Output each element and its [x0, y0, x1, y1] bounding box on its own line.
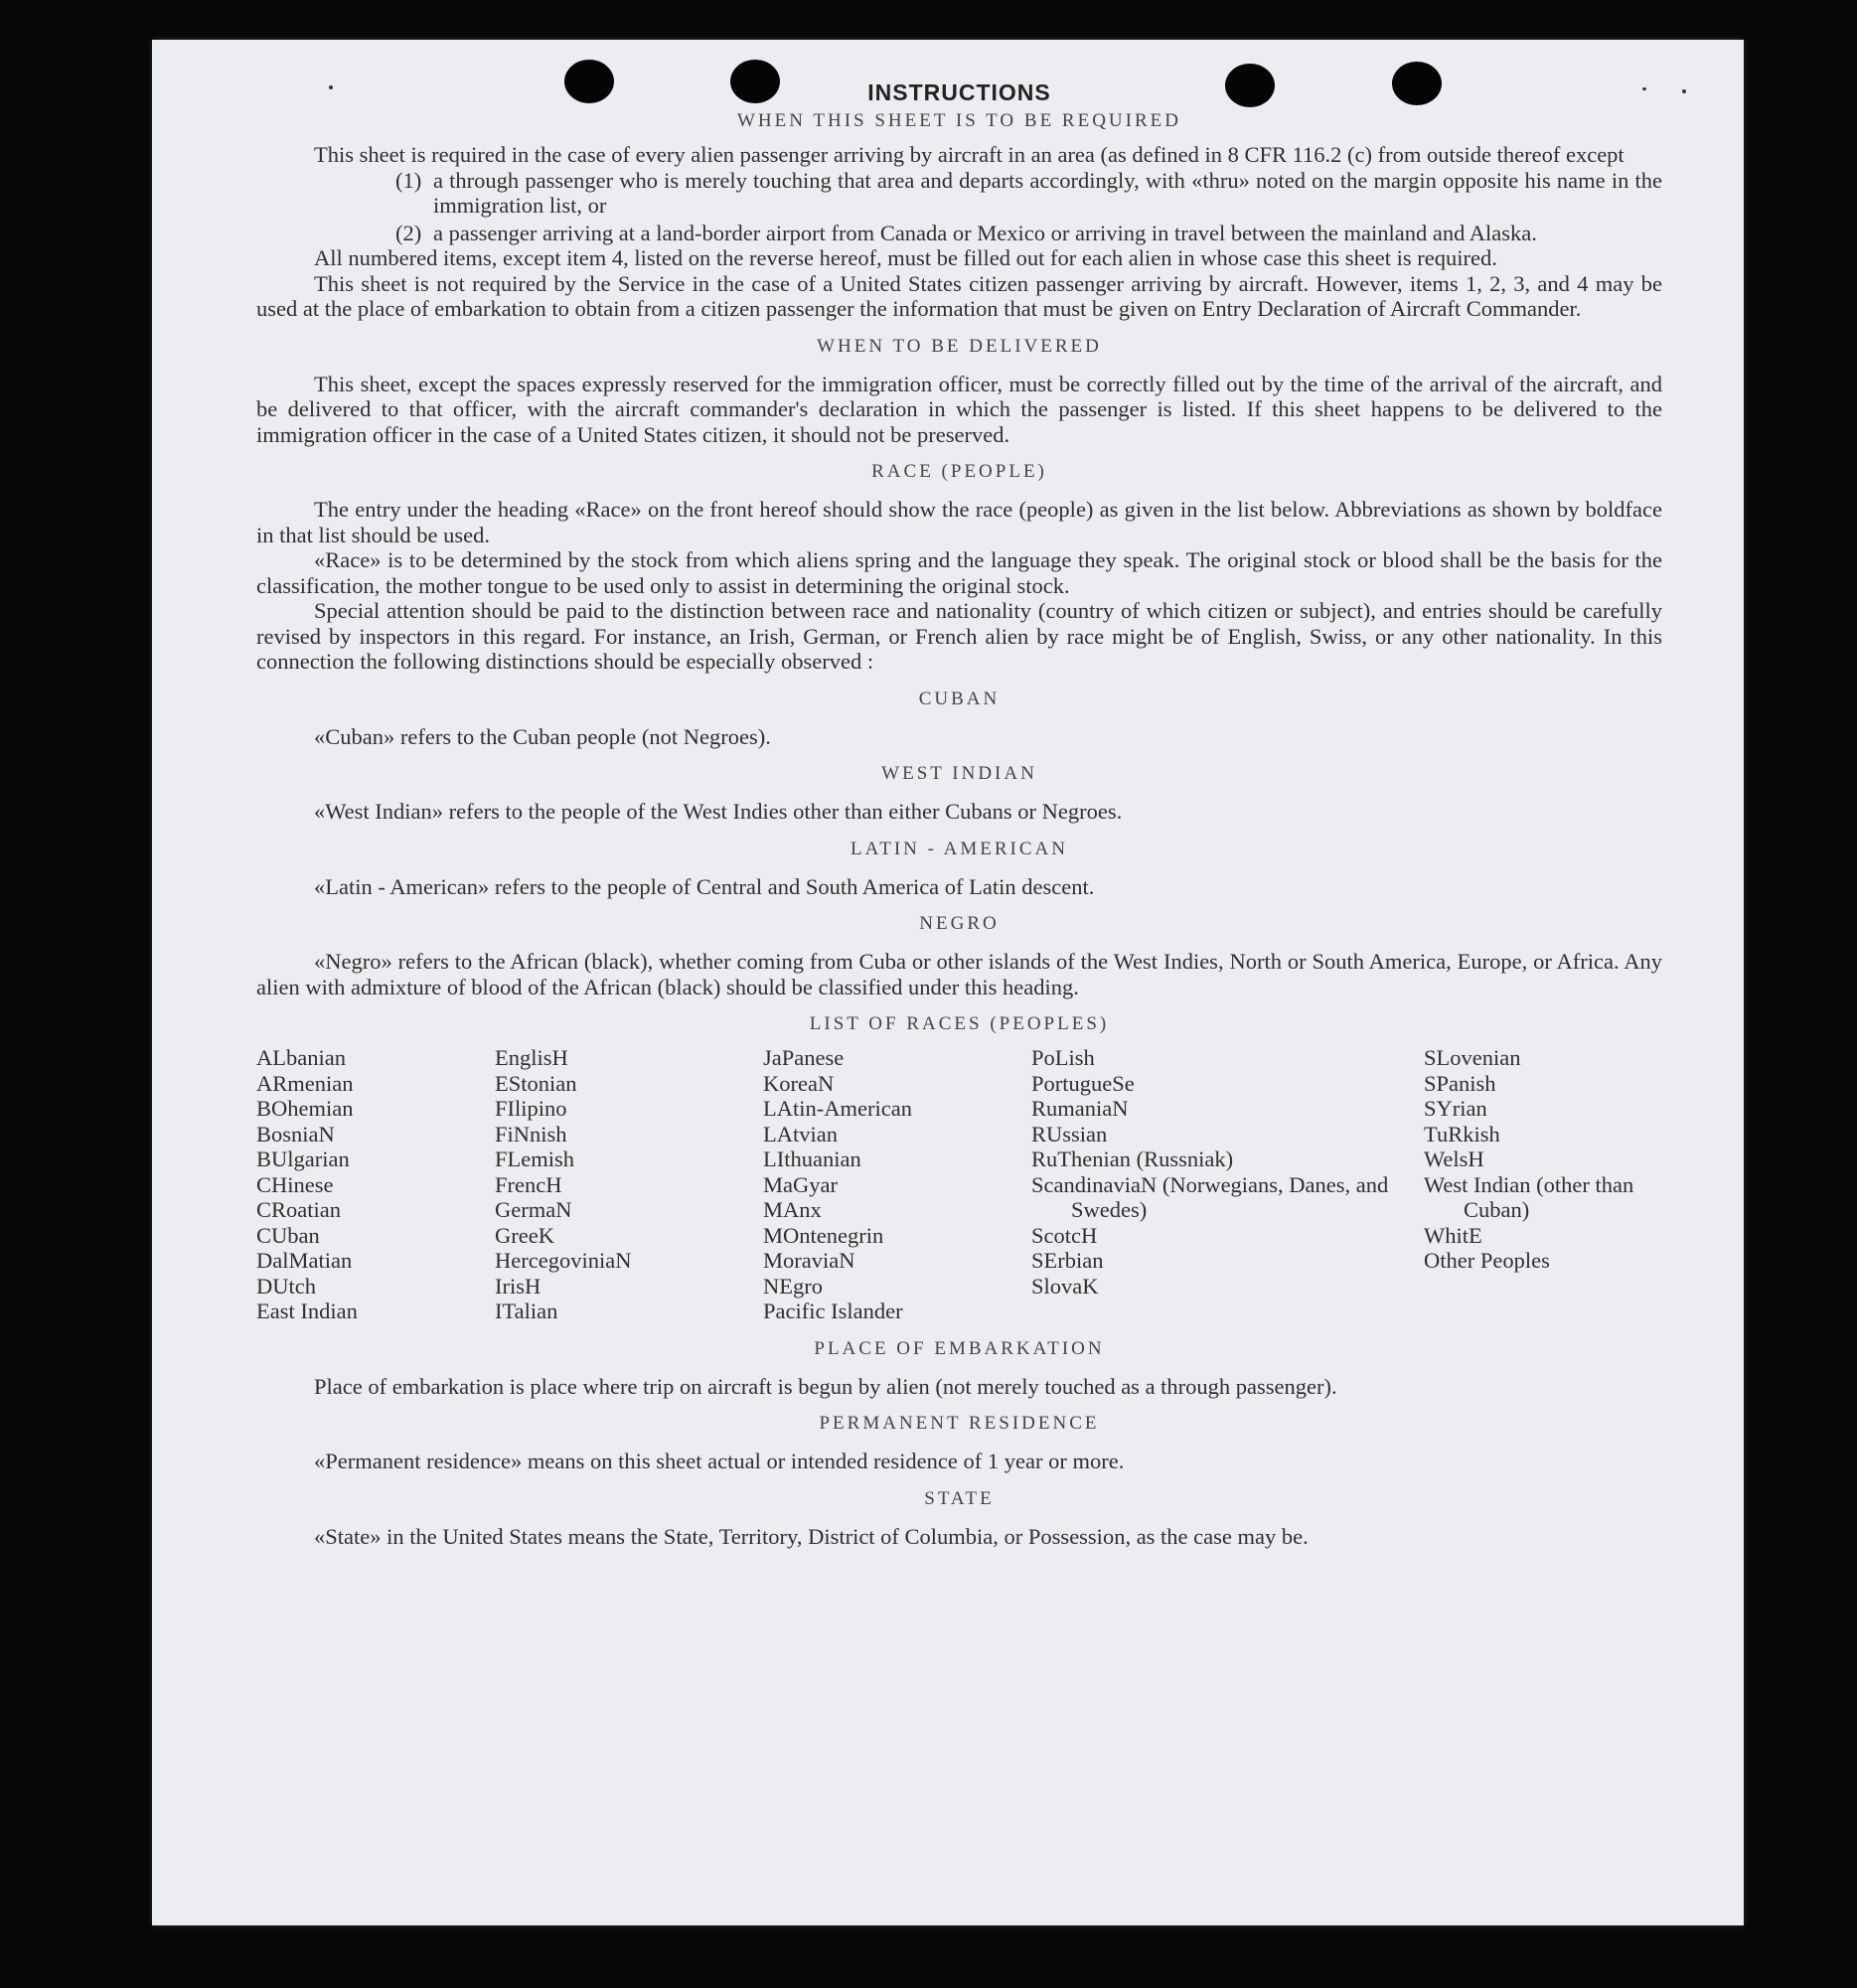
race-item: ScotcH: [1031, 1222, 1098, 1248]
heading-cuban: CUBAN: [918, 688, 1001, 709]
heading-latin-american: LATIN - AMERICAN: [851, 838, 1068, 859]
when-required-para-3: This sheet is not required by the Service in the case of a United States citizen passenger arriving by aircraft. However, items 1, 2, 3, and 4 may be used at the place of embarkation to obtain from a citizen passenger the information that must be given on Entry Declaration of Aircraft Commander.: [256, 270, 1662, 321]
race-column-5: [1424, 1045, 1662, 1324]
heading-permanent-residence: PERMANENT RESIDENCE: [819, 1413, 1100, 1434]
exception-item-2: [395, 221, 1662, 246]
heading-west-indian: WEST INDIAN: [881, 763, 1037, 784]
race-column-2: [495, 1045, 763, 1324]
when-required-para-2: All numbered items, except item 4, listed on the reverse hereof, must be filled out for each alien in whose case this sheet is required.: [314, 245, 1497, 270]
document-sheet: [152, 40, 1744, 1925]
residence-para: «Permanent residence» means on this sheet actual or intended residence of 1 year or more.: [314, 1449, 1125, 1473]
race-item: BUlgarian: [256, 1147, 350, 1171]
race-column-3: [763, 1045, 1031, 1324]
race-item: EnglisH: [495, 1045, 568, 1070]
race-list: [256, 1045, 1662, 1324]
race-para-2: «Race» is to be determined by the stock from which aliens spring and the language they speak. The original stock or blood shall be the basis for the classification, the mother tongue to be used only to assist in determining the original stock.: [256, 547, 1662, 598]
when-delivered-para: This sheet, except the spaces expressly reserved for the immigration officer, must be correctly filled out by the time of the arrival of the aircraft, and be delivered to that officer, with the aircraft commander's declaration in which the passenger is listed. If this sheet happens to be delivered to the immigration officer in the case of a United States citizen, it should not be preserved.: [256, 371, 1662, 447]
exception-item-1: [395, 168, 1662, 219]
race-item: ARmenian: [256, 1070, 354, 1096]
race-item: LAtin-American: [763, 1096, 912, 1121]
race-item: FIlipino: [495, 1096, 567, 1121]
race-item: DalMatian: [256, 1248, 353, 1273]
embarkation-para: Place of embarkation is place where trip on aircraft is begun by alien (not merely touched as a through passenger).: [314, 1373, 1337, 1399]
cuban-para: «Cuban» refers to the Cuban people (not Negroes).: [314, 723, 771, 749]
race-item: PoLish: [1031, 1045, 1095, 1070]
race-item: LIthuanian: [763, 1147, 861, 1171]
race-item: FrencH: [495, 1171, 562, 1197]
race-item: SYrian: [1424, 1096, 1487, 1121]
exception-number: (2): [395, 220, 422, 245]
speck: [1682, 89, 1686, 93]
race-item: SPanish: [1424, 1070, 1496, 1096]
race-item: KoreaN: [763, 1070, 835, 1096]
race-item: RUssian: [1031, 1121, 1108, 1147]
heading-when-required: WHEN THIS SHEET IS TO BE REQUIRED: [737, 110, 1181, 131]
latin-american-para: «Latin - American» refers to the people of Central and South America of Latin descent.: [314, 873, 1095, 899]
race-item: DUtch: [256, 1273, 316, 1299]
race-column-4: [1031, 1045, 1424, 1324]
race-item: GreeK: [495, 1222, 554, 1248]
heading-race: RACE (PEOPLE): [871, 461, 1047, 482]
heading-negro: NEGRO: [919, 913, 1000, 934]
race-item: IrisH: [495, 1273, 542, 1299]
race-item: NEgro: [763, 1273, 823, 1299]
race-item: MaGyar: [763, 1171, 838, 1197]
race-item: MAnx: [763, 1197, 822, 1222]
race-item: ITalian: [495, 1299, 558, 1323]
race-item: FLemish: [495, 1147, 575, 1171]
race-item: CRoatian: [256, 1197, 341, 1222]
race-item: GermaN: [495, 1197, 572, 1222]
exception-text: a passenger arriving at a land-border airport from Canada or Mexico or arriving in travel between the mainland and Alaska.: [433, 220, 1537, 245]
race-item: MOntenegrin: [763, 1222, 884, 1248]
race-item: SErbian: [1031, 1248, 1104, 1273]
heading-embarkation: PLACE OF EMBARKATION: [814, 1337, 1105, 1359]
race-item: JaPanese: [763, 1045, 845, 1070]
negro-para: «Negro» refers to the African (black), whether coming from Cuba or other islands of the West Indies, North or South America, Europe, or Africa. Any alien with admixture of blood of the African (black) should be classified under this heading.: [256, 949, 1662, 999]
race-item: SLovenian: [1424, 1045, 1521, 1070]
race-item: CHinese: [256, 1171, 334, 1197]
exception-number: (1): [395, 167, 422, 193]
instructions-content: [256, 79, 1662, 1549]
race-column-1: [256, 1045, 495, 1324]
page-title: INSTRUCTIONS: [867, 79, 1051, 105]
race-item: LAtvian: [763, 1121, 838, 1147]
race-item: FiNnish: [495, 1121, 567, 1147]
race-item: WhitE: [1424, 1222, 1482, 1248]
race-item: EStonian: [495, 1070, 577, 1096]
race-item: WelsH: [1424, 1147, 1484, 1171]
exception-text: a through passenger who is merely touching that area and departs accordingly, with «thru» noted on the margin opposite his name in the immigration list, or: [433, 167, 1662, 218]
race-item: ScandinaviaN (Norwegians, Danes, and Swedes): [1031, 1171, 1389, 1222]
race-item: East Indian: [256, 1299, 358, 1323]
heading-state: STATE: [924, 1487, 995, 1509]
race-item: West Indian (other than Cuban): [1424, 1171, 1634, 1222]
heading-when-delivered: WHEN TO BE DELIVERED: [817, 335, 1102, 357]
race-item: MoraviaN: [763, 1248, 855, 1273]
race-item: ALbanian: [256, 1045, 346, 1070]
race-item: BOhemian: [256, 1096, 354, 1121]
when-required-intro: This sheet is required in the case of every alien passenger arriving by aircraft in an area (as defined in 8 CFR 116.2 (c) from outside thereof except: [314, 142, 1625, 167]
race-item: TuRkish: [1424, 1121, 1500, 1147]
race-item: HercegoviniaN: [495, 1248, 632, 1273]
race-para-1: The entry under the heading «Race» on the front hereof should show the race (people) as given in the list below. Abbreviations as shown by boldface in that list should be used.: [256, 497, 1662, 547]
west-indian-para: «West Indian» refers to the people of the West Indies other than either Cubans or Negroes.: [314, 799, 1123, 824]
state-para: «State» in the United States means the State, Territory, District of Columbia, or Possession, as the case may be.: [314, 1523, 1309, 1549]
race-item: PortugueSe: [1031, 1070, 1135, 1096]
race-item: RuThenian (Russniak): [1031, 1147, 1234, 1171]
race-para-3: Special attention should be paid to the distinction between race and nationality (country of which citizen or subject), and entries should be carefully revised by inspectors in this regard. For instance, an Irish, German, or French alien by race might be of English, Swiss, or any other nationality. In this connection the following distinctions should be especially observed :: [256, 598, 1662, 674]
race-item: SlovaK: [1031, 1273, 1099, 1299]
race-item: RumaniaN: [1031, 1096, 1129, 1121]
race-item: Other Peoples: [1424, 1248, 1550, 1273]
race-item: Pacific Islander: [763, 1299, 903, 1323]
race-item: CUban: [256, 1222, 320, 1248]
race-item: BosniaN: [256, 1121, 335, 1147]
heading-list-of-races: LIST OF RACES (PEOPLES): [809, 1013, 1110, 1034]
